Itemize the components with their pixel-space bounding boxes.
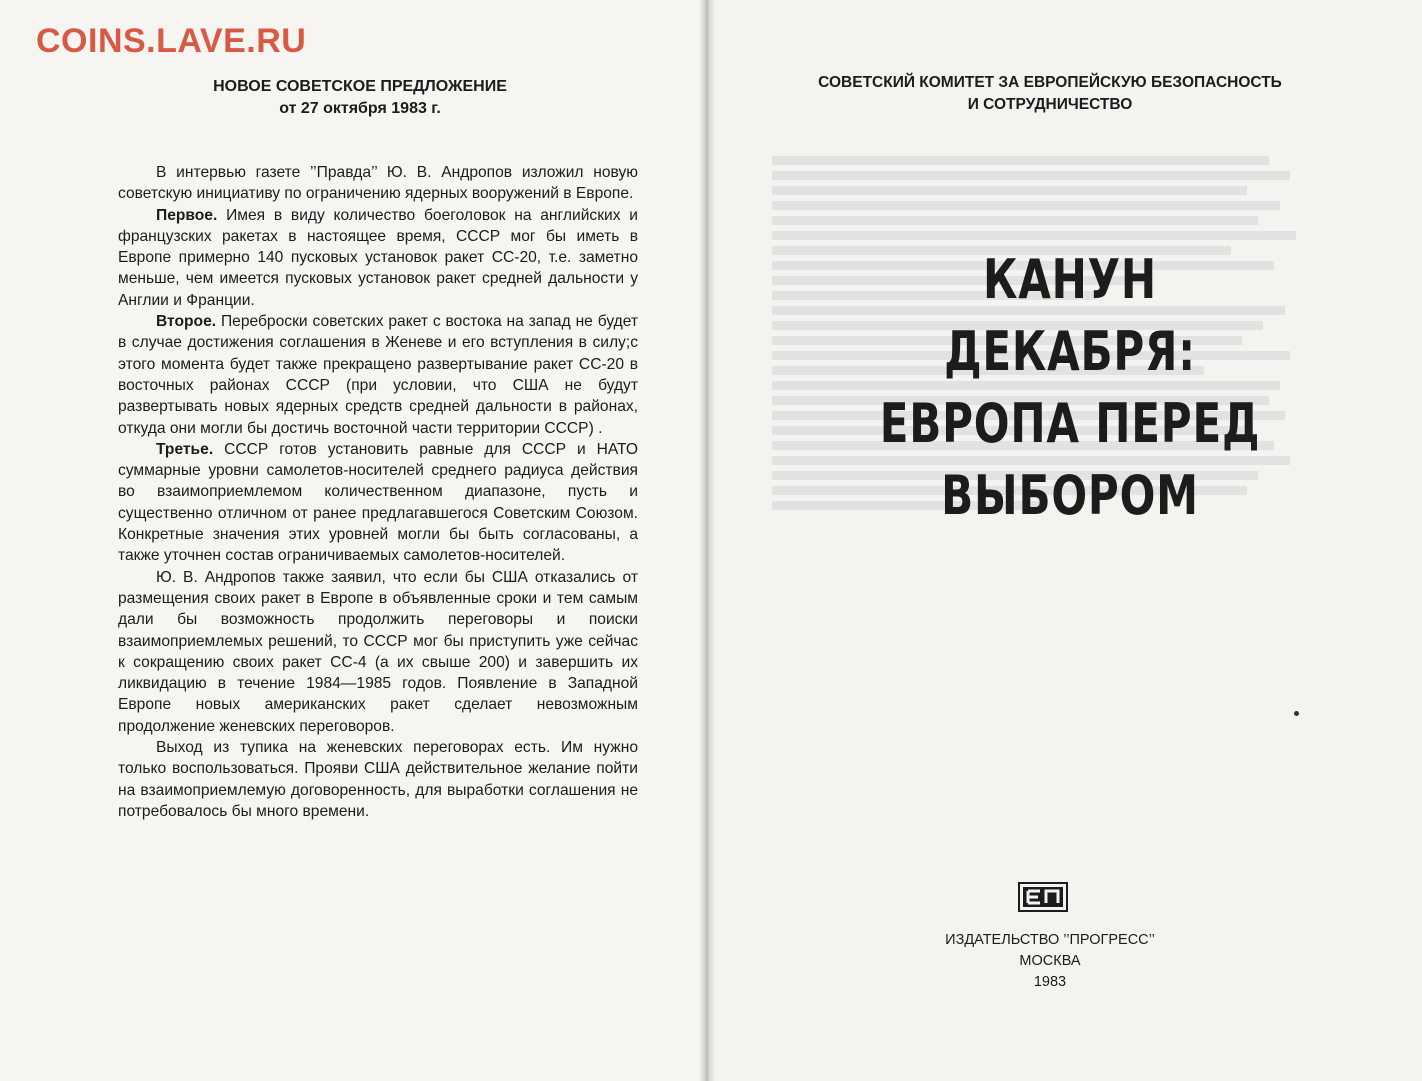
paragraph-lead: Первое. [156,206,218,224]
heading-title: НОВОЕ СОВЕТСКОЕ ПРЕДЛОЖЕНИЕ [213,78,507,95]
paragraph [118,567,638,737]
left-page-heading [120,76,600,120]
book-spine [700,0,714,1081]
paragraph-text: Переброски советских ракет с востока на запад не будет в случае достижения соглашения в Женеве и его вступления в силу;с этого момента будет также прекращено развертывание ракет СС-20 в восточных районах СССР (при условии, что США не будут развертывать новых ядерных средств средней дальности в районах, откуда они могли бы достичь восточной части территории СССР) . [118,313,638,437]
committee-line: И СОТРУДНИЧЕСТВО [967,96,1133,113]
paragraph [118,205,638,311]
committee-name [770,72,1330,116]
publisher-year: 1983 [1033,974,1067,990]
paragraph [118,162,638,205]
paragraph-lead: Второе. [156,313,217,331]
committee-line: СОВЕТСКИЙ КОМИТЕТ ЗА ЕВРОПЕЙСКУЮ БЕЗОПАСНОСТЬ [818,74,1282,91]
paragraph [118,311,638,439]
paragraph [118,737,638,822]
paragraph-lead: Третье. [156,440,214,458]
paragraph-text: В интервью газете ’’Правда’’ Ю. В. Андропов изложил новую советскую инициативу по ограничению ядерных вооружений в Европе. [118,164,638,203]
title-line: ЕВРОПА ПЕРЕД ВЫБОРОМ [879,392,1261,527]
paragraph-text: СССР готов установить равные для СССР и НАТО суммарные уровни самолетов-носителей среднего радиуса действия во взаимоприемлемом количественном диапазоне, пусть и существенно отличном от ранее предлагавшегося Советским Союзом. Конкретные значения этих уровней могли бы быть согласованы, а также уточнен состав ограничиваемых самолетов-носителей. [118,440,638,565]
paragraph-text: Имея в виду количество боеголовок на английских и французских ракетах в настоящее время, СССР мог бы иметь в Европе примерно 140 пусковых установок ракет СС-20, т.е. заметно меньше, чем имеется пусковых установок ракет средней дальности у Англии и Франции. [118,206,638,309]
title-line: КАНУН ДЕКАБРЯ: [944,248,1196,383]
left-page-body [118,162,638,822]
watermark: COINS.LAVE.RU [36,22,307,60]
heading-date: от 27 октября 1983 г. [279,100,441,117]
publisher-logo-icon [1018,882,1068,912]
publisher-imprint [900,930,1200,993]
paragraph-text: Ю. В. Андропов также заявил, что если бы США отказались от размещения своих ракет в Европе в объявленные сроки и тем самым дали бы возможность продолжить переговоры и поиски взаимоприемлемых решений, то СССР мог бы приступить уже сейчас к сокращению своих ракет СС-4 (а их свыше 200) и завершить их ликвидацию в течение 1984—1985 годов. Появление в Западной Европе новых американских ракет сделает невозможным продолжение женевских переговоров. [118,568,638,735]
paper-speck [1294,711,1299,716]
paragraph [118,439,638,567]
book-title [852,244,1289,532]
publisher-name: ИЗДАТЕЛЬСТВО ’’ПРОГРЕСС’’ [945,932,1155,948]
paragraph-text: Выход из тупика на женевских переговорах есть. Им нужно только воспользоваться. Прояви США действительное желание пойти на взаимоприемлемую договоренность, для выработки соглашения не потребовалось бы много времени. [118,739,638,820]
publisher-city: МОСКВА [1019,953,1081,969]
